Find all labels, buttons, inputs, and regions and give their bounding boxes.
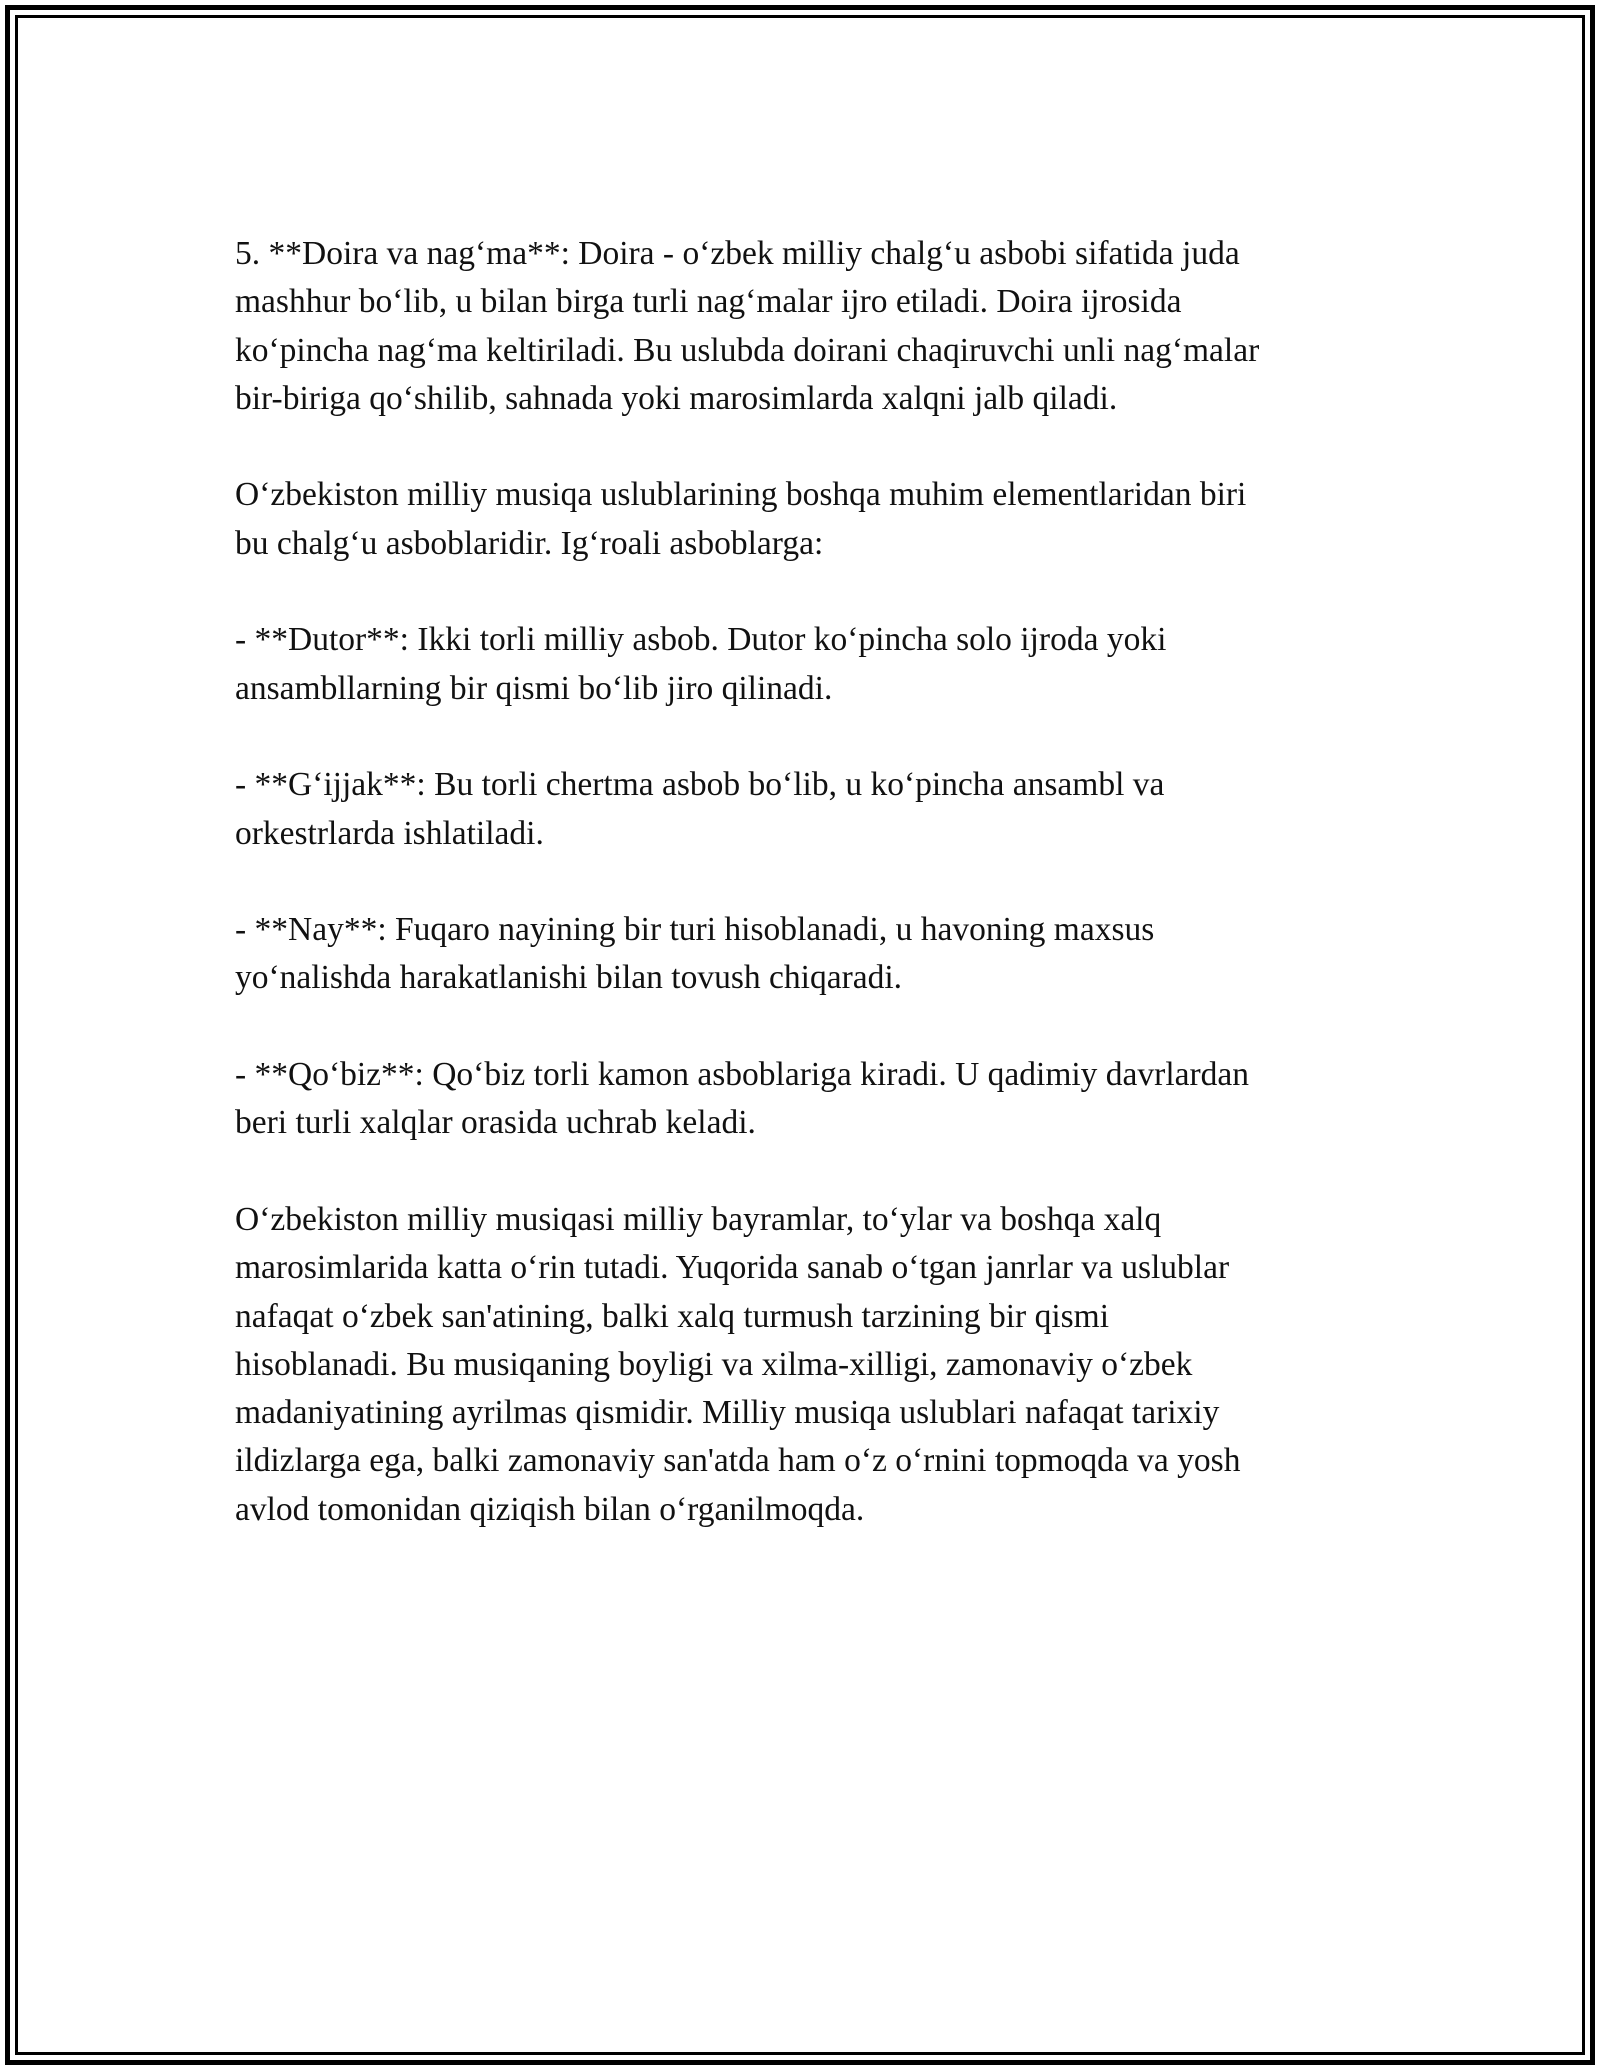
document-body bbox=[235, 230, 1375, 1534]
paragraph-doira bbox=[235, 230, 1375, 423]
list-item-nay bbox=[235, 906, 1375, 1003]
list-item-gijjak bbox=[235, 761, 1375, 858]
text-line: yo‘nalishda harakatlanishi bilan tovush chiqaradi. bbox=[235, 959, 903, 997]
paragraph-spacer bbox=[235, 1148, 1375, 1196]
text-line: nafaqat o‘zbek san'atining, balki xalq turmush tarzining bir qismi bbox=[235, 1297, 1110, 1335]
text-line: - **Qo‘biz**: Qo‘biz torli kamon asboblariga kiradi. U qadimiy davrlardan bbox=[235, 1056, 1250, 1094]
text-line: mashhur bo‘lib, u bilan birga turli nag‘malar ijro etiladi. Doira ijrosida bbox=[235, 283, 1182, 321]
list-item-qobiz bbox=[235, 1051, 1375, 1148]
paragraph-spacer bbox=[235, 568, 1375, 616]
text-line: beri turli xalqlar orasida uchrab keladi. bbox=[235, 1104, 756, 1142]
paragraph-spacer bbox=[235, 858, 1375, 906]
text-line: 5. **Doira va nag‘ma**: Doira - o‘zbek milliy chalg‘u asbobi sifatida juda bbox=[235, 235, 1240, 272]
text-line: O‘zbekiston milliy musiqasi milliy bayramlar, to‘ylar va boshqa xalq bbox=[235, 1200, 1162, 1238]
text-line: ko‘pincha nag‘ma keltiriladi. Bu uslubda doirani chaqiruvchi unli nag‘malar bbox=[235, 331, 1260, 369]
text-line: bir-biriga qo‘shilib, sahnada yoki marosimlarda xalqni jalb qiladi. bbox=[235, 379, 1118, 417]
list-item-dutor bbox=[235, 616, 1375, 713]
text-line: madaniyatining ayrilmas qismidir. Milliy musiqa uslublari nafaqat tarixiy bbox=[235, 1394, 1220, 1432]
text-line: bu chalg‘u asboblaridir. Ig‘roali asboblarga: bbox=[235, 524, 824, 562]
text-line: orkestrlarda ishlatiladi. bbox=[235, 814, 544, 852]
text-line: marosimlarida katta o‘rin tutadi. Yuqorida sanab o‘tgan janrlar va uslublar bbox=[235, 1249, 1230, 1287]
text-line: avlod tomonidan qiziqish bilan o‘rganilmoqda. bbox=[235, 1490, 865, 1528]
text-line: O‘zbekiston milliy musiqa uslublarining boshqa muhim elementlaridan biri bbox=[235, 476, 1247, 514]
text-line: - **G‘ijjak**: Bu torli chertma asbob bo‘lib, u ko‘pincha ansambl va bbox=[235, 766, 1165, 804]
paragraph-spacer bbox=[235, 1003, 1375, 1051]
paragraph-conclusion bbox=[235, 1196, 1375, 1534]
paragraph-spacer bbox=[235, 713, 1375, 761]
text-line: ildizlarga ega, balki zamonaviy san'atda ham o‘z o‘rnini topmoqda va yosh bbox=[235, 1442, 1241, 1480]
paragraph-spacer bbox=[235, 423, 1375, 471]
paragraph-intro-instruments bbox=[235, 471, 1375, 568]
text-line: - **Nay**: Fuqaro nayining bir turi hisoblanadi, u havoning maxsus bbox=[235, 911, 1155, 949]
text-line: hisoblanadi. Bu musiqaning boyligi va xilma-xilligi, zamonaviy o‘zbek bbox=[235, 1345, 1193, 1383]
text-line: - **Dutor**: Ikki torli milliy asbob. Dutor ko‘pincha solo ijroda yoki bbox=[235, 621, 1167, 659]
text-line: ansambllarning bir qismi bo‘lib jiro qilinadi. bbox=[235, 669, 833, 707]
